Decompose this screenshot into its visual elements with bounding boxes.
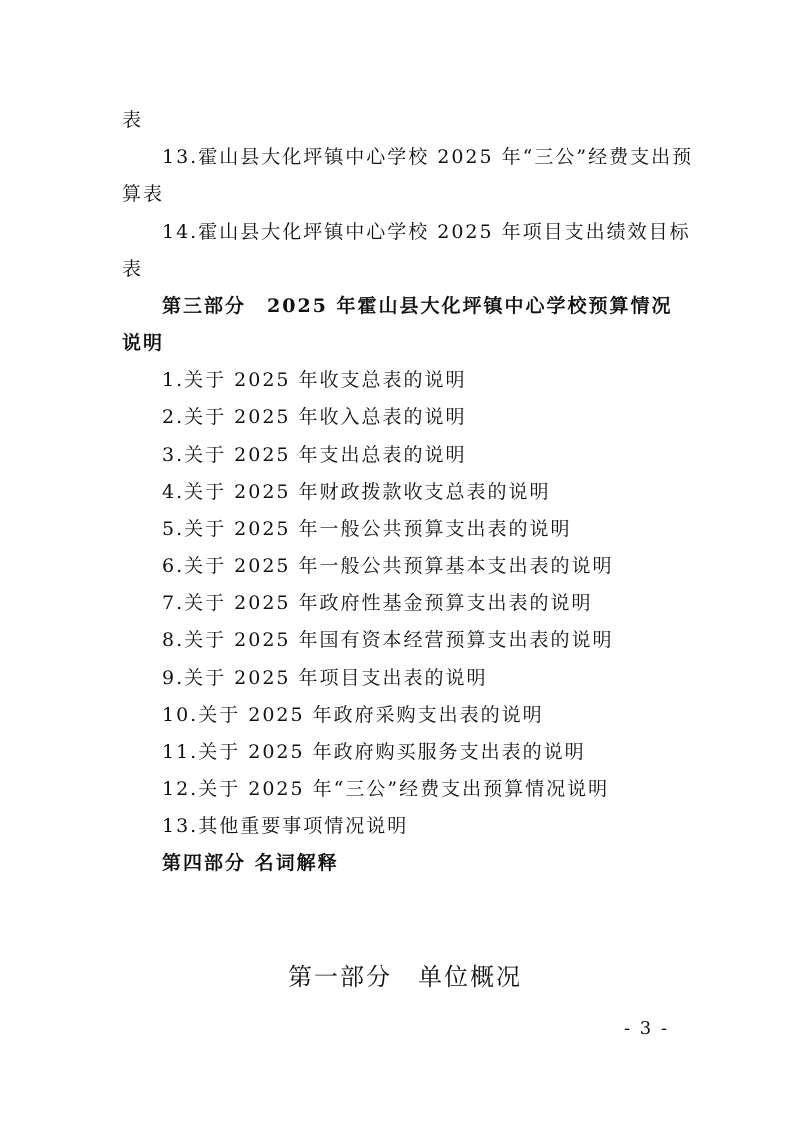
toc-line-15: 8.关于 2025 年国有资本经营预算支出表的说明	[162, 629, 614, 651]
toc-line-1: 表	[122, 109, 144, 131]
section-heading: 第一部分 单位概况	[288, 963, 522, 991]
toc-line-2: 13.霍山县大化坪镇中心学校 2025 年“三公”经费支出预	[162, 146, 694, 168]
toc-line-16: 9.关于 2025 年项目支出表的说明	[162, 667, 488, 689]
toc-line-4: 14.霍山县大化坪镇中心学校 2025 年项目支出绩效目标	[162, 221, 691, 243]
toc-line-14: 7.关于 2025 年政府性基金预算支出表的说明	[162, 592, 593, 614]
toc-line-9: 2.关于 2025 年收入总表的说明	[162, 406, 467, 428]
part-three-heading: 第三部分 2025 年霍山县大化坪镇中心学校预算情况	[162, 295, 673, 317]
toc-line-3: 算表	[122, 183, 165, 205]
toc-line-13: 6.关于 2025 年一般公共预算基本支出表的说明	[162, 555, 614, 577]
toc-line-5: 表	[122, 258, 144, 280]
part-three-heading-cont: 说明	[122, 332, 165, 354]
toc-line-11: 4.关于 2025 年财政拨款收支总表的说明	[162, 481, 551, 503]
toc-line-18: 11.关于 2025 年政府购买服务支出表的说明	[162, 741, 586, 763]
page-number: - 3 -	[624, 1018, 670, 1039]
toc-line-20: 13.其他重要事项情况说明	[162, 815, 409, 837]
toc-line-17: 10.关于 2025 年政府采购支出表的说明	[162, 704, 544, 726]
part-four-heading: 第四部分 名词解释	[162, 852, 339, 874]
toc-line-10: 3.关于 2025 年支出总表的说明	[162, 444, 467, 466]
toc-line-8: 1.关于 2025 年收支总表的说明	[162, 369, 467, 391]
toc-line-19: 12.关于 2025 年“三公”经费支出预算情况说明	[162, 778, 610, 800]
toc-line-12: 5.关于 2025 年一般公共预算支出表的说明	[162, 518, 572, 540]
